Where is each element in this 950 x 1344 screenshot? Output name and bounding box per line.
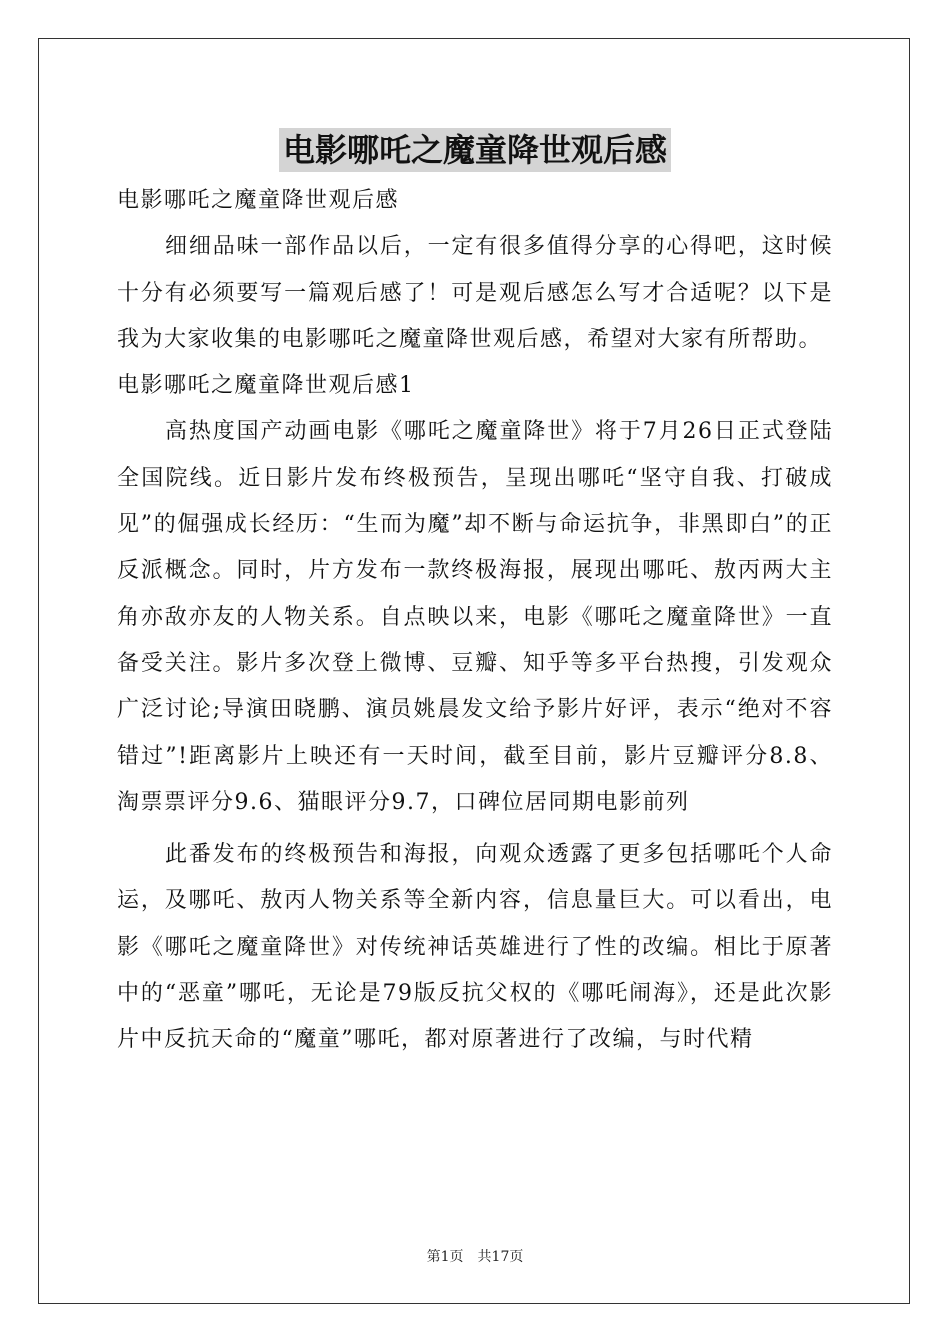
page-number: 第1页 xyxy=(426,1249,464,1265)
body-paragraph: 此番发布的终极预告和海报，向观众透露了更多包括哪吒个人命运，及哪吒、敖丙人物关系等全新内容，信息量巨大。可以看出，电影《哪吒之魔童降世》对传统神话英雄进行了性的改编。相比于原著中的“恶童”哪吒，无论是79版反抗父权的《哪吒闹海》，还是此次影片中反抗天命的“魔童”哪吒，都对原著进行了改编，与时代精 xyxy=(117,842,833,1053)
title-wrap xyxy=(0,128,950,172)
document-body xyxy=(117,178,833,1064)
page-total: 共17页 xyxy=(477,1249,524,1265)
document-title: 电影哪吒之魔童降世观后感 xyxy=(279,128,671,172)
subtitle-line: 电影哪吒之魔童降世观后感 xyxy=(117,188,400,213)
intro-paragraph: 细细品味一部作品以后，一定有很多值得分享的心得吧，这时候十分有必须要写一篇观后感了！可是观后感怎么写才合适呢？以下是我为大家收集的电影哪吒之魔童降世观后感，希望对大家有所帮助。 xyxy=(117,234,833,352)
page-footer xyxy=(0,1246,950,1266)
section-heading: 电影哪吒之魔童降世观后感1 xyxy=(117,373,415,399)
body-paragraph: 高热度国产动画电影《哪吒之魔童降世》将于7月26日正式登陆全国院线。近日影片发布终极预告，呈现出哪吒“坚守自我、打破成见”的倔强成长经历：“生而为魔”却不断与命运抗争，非黑即白”的正反派概念。同时，片方发布一款终极海报，展现出哪吒、敖丙两大主角亦敌亦友的人物关系。自点映以来，电影《哪吒之魔童降世》一直备受关注。影片多次登上微博、豆瓣、知乎等多平台热搜，引发观众广泛讨论;导演田晓鹏、演员姚晨发文给予影片好评，表示“绝对不容错过”!距离影片上映还有一天时间，截至目前，影片豆瓣评分8.8、淘票票评分9.6、猫眼评分9.7，口碑位居同期电影前列 xyxy=(117,419,833,815)
